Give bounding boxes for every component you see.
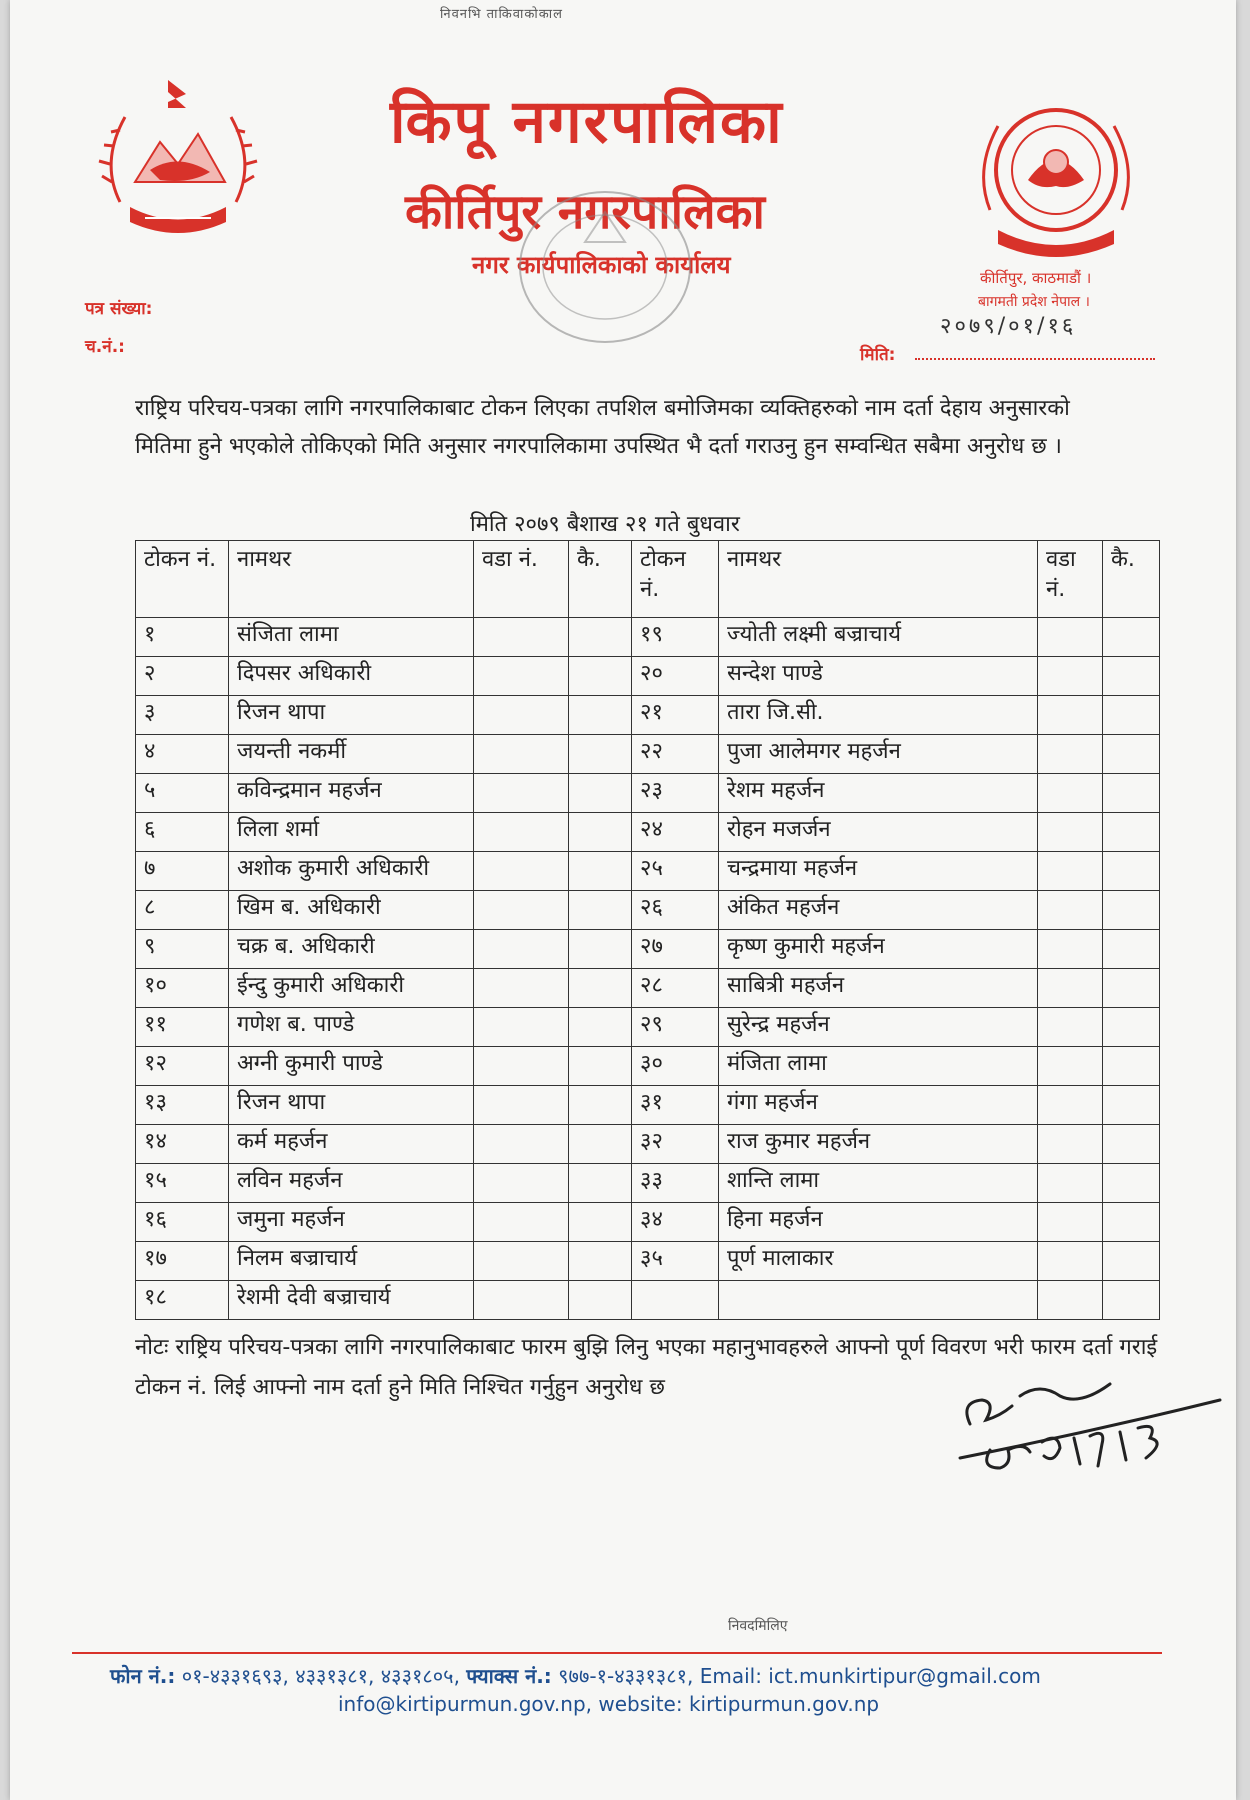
- col-remarks-right: कै.: [1103, 541, 1160, 618]
- phone-label: फोन नं.:: [110, 1664, 176, 1688]
- left-name-cell: जयन्ती नकर्मी: [229, 735, 474, 774]
- left-name-cell: कविन्द्रमान महर्जन: [229, 774, 474, 813]
- left-name-cell: अशोक कुमारी अधिकारी: [229, 852, 474, 891]
- right-name-cell: पूर्ण मालाकार: [719, 1242, 1038, 1281]
- dispatch-number-label: च.नं.:: [85, 337, 125, 357]
- col-ward: वडा नं.: [474, 541, 569, 618]
- left-token-cell: ९: [136, 930, 229, 969]
- right-name-cell: कृष्ण कुमारी महर्जन: [719, 930, 1038, 969]
- left-name-cell: निलम बज्राचार्य: [229, 1242, 474, 1281]
- left-name-cell: लिला शर्मा: [229, 813, 474, 852]
- right-remarks-cell: [1103, 735, 1160, 774]
- table-header-row: [136, 541, 1160, 618]
- left-ward-cell: [474, 1164, 569, 1203]
- left-remarks-cell: [569, 657, 632, 696]
- left-name-cell: रेशमी देवी बज्राचार्य: [229, 1281, 474, 1320]
- letter-sheet: [10, 0, 1236, 1800]
- table-row: [136, 657, 1160, 696]
- right-token-cell: २५: [632, 852, 719, 891]
- handwritten-date: २०७९/०१/१६: [940, 314, 1077, 339]
- left-ward-cell: [474, 1125, 569, 1164]
- table-row: [136, 735, 1160, 774]
- right-token-cell: २२: [632, 735, 719, 774]
- left-name-cell: दिपसर अधिकारी: [229, 657, 474, 696]
- left-remarks-cell: [569, 969, 632, 1008]
- left-ward-cell: [474, 696, 569, 735]
- table-row: [136, 1203, 1160, 1242]
- left-ward-cell: [474, 852, 569, 891]
- municipality-seal-logo: [968, 90, 1144, 266]
- intro-paragraph: राष्ट्रिय परिचय-पत्रका लागि नगरपालिकाबाट टोकन लिएका तपशिल बमोजिमका व्यक्तिहरुको नाम दर्ता देहाय अनुसारको मितिमा हुने भएकोले तोकिएको मिति अनुसार नगरपालिकामा उपस्थित भै दर्ता गराउनु हुन सम्वन्धित सबैमा अनुरोध छ ।: [135, 396, 1070, 459]
- left-token-cell: १८: [136, 1281, 229, 1320]
- left-name-cell: अग्नी कुमारी पाण्डे: [229, 1047, 474, 1086]
- left-token-cell: ३: [136, 696, 229, 735]
- left-ward-cell: [474, 1281, 569, 1320]
- right-ward-cell: [1038, 618, 1103, 657]
- left-token-cell: १४: [136, 1125, 229, 1164]
- left-name-cell: गणेश ब. पाण्डे: [229, 1008, 474, 1047]
- right-remarks-cell: [1103, 657, 1160, 696]
- right-ward-cell: [1038, 735, 1103, 774]
- left-token-cell: ५: [136, 774, 229, 813]
- right-token-cell: ३४: [632, 1203, 719, 1242]
- right-remarks-cell: [1103, 813, 1160, 852]
- right-token-cell: ३२: [632, 1125, 719, 1164]
- col-token: टोकन नं.: [136, 541, 229, 618]
- right-ward-cell: [1038, 852, 1103, 891]
- right-remarks-cell: [1103, 852, 1160, 891]
- right-remarks-cell: [1103, 618, 1160, 657]
- left-remarks-cell: [569, 852, 632, 891]
- right-token-cell: २४: [632, 813, 719, 852]
- left-token-cell: १०: [136, 969, 229, 1008]
- col-remarks: कै.: [569, 541, 632, 618]
- right-token-cell: ३५: [632, 1242, 719, 1281]
- left-ward-cell: [474, 1242, 569, 1281]
- left-remarks-cell: [569, 618, 632, 657]
- left-name-cell: जमुना महर्जन: [229, 1203, 474, 1242]
- right-name-cell: राज कुमार महर्जन: [719, 1125, 1038, 1164]
- handwritten-signature: [950, 1372, 1230, 1482]
- right-remarks-cell: [1103, 1203, 1160, 1242]
- left-token-cell: १: [136, 618, 229, 657]
- right-name-cell: अंकित महर्जन: [719, 891, 1038, 930]
- right-token-cell: ३०: [632, 1047, 719, 1086]
- fax-number: ९७७-१-४३३१३८१,: [558, 1664, 694, 1688]
- table-row: [136, 969, 1160, 1008]
- left-remarks-cell: [569, 1203, 632, 1242]
- left-name-cell: रिजन थापा: [229, 1086, 474, 1125]
- left-name-cell: कर्म महर्जन: [229, 1125, 474, 1164]
- left-token-cell: ११: [136, 1008, 229, 1047]
- left-token-cell: १३: [136, 1086, 229, 1125]
- right-name-cell: गंगा महर्जन: [719, 1086, 1038, 1125]
- right-ward-cell: [1038, 696, 1103, 735]
- right-ward-cell: [1038, 1203, 1103, 1242]
- office-subtitle: नगर कार्यपालिकाको कार्यालय: [472, 251, 731, 279]
- col-name-right: नामथर: [719, 541, 1038, 618]
- right-remarks-cell: [1103, 891, 1160, 930]
- right-ward-cell: [1038, 1281, 1103, 1320]
- email-text: Email: ict.munkirtipur@gmail.com: [699, 1664, 1041, 1688]
- right-token-cell: [632, 1281, 719, 1320]
- right-remarks-cell: [1103, 696, 1160, 735]
- table-row: [136, 1125, 1160, 1164]
- right-name-cell: पुजा आलेमगर महर्जन: [719, 735, 1038, 774]
- right-ward-cell: [1038, 1242, 1103, 1281]
- left-ward-cell: [474, 774, 569, 813]
- right-ward-cell: [1038, 1047, 1103, 1086]
- right-name-cell: चन्द्रमाया महर्जन: [719, 852, 1038, 891]
- right-remarks-cell: [1103, 1125, 1160, 1164]
- col-ward-right: वडा नं.: [1038, 541, 1103, 618]
- left-ward-cell: [474, 657, 569, 696]
- newar-title: किपू नगरपालिका: [390, 87, 784, 157]
- left-remarks-cell: [569, 930, 632, 969]
- table-row: [136, 1281, 1160, 1320]
- left-name-cell: खिम ब. अधिकारी: [229, 891, 474, 930]
- right-ward-cell: [1038, 969, 1103, 1008]
- right-name-cell: शान्ति लामा: [719, 1164, 1038, 1203]
- phone-numbers: ०१-४३३१६९३, ४३३१३८१, ४३३१८०५,: [181, 1664, 460, 1688]
- left-ward-cell: [474, 930, 569, 969]
- col-name: नामथर: [229, 541, 474, 618]
- table-row: [136, 930, 1160, 969]
- right-token-cell: २१: [632, 696, 719, 735]
- right-remarks-cell: [1103, 1242, 1160, 1281]
- table-row: [136, 696, 1160, 735]
- table-row: [136, 1047, 1160, 1086]
- municipality-title: कीर्तिपुर नगरपालिका: [405, 184, 765, 240]
- left-remarks-cell: [569, 774, 632, 813]
- left-token-cell: ७: [136, 852, 229, 891]
- right-ward-cell: [1038, 1164, 1103, 1203]
- table-row: [136, 891, 1160, 930]
- left-ward-cell: [474, 1008, 569, 1047]
- table-row: [136, 1086, 1160, 1125]
- right-name-cell: [719, 1281, 1038, 1320]
- left-token-cell: १२: [136, 1047, 229, 1086]
- table-row: [136, 1164, 1160, 1203]
- table-row: [136, 1008, 1160, 1047]
- right-remarks-cell: [1103, 1281, 1160, 1320]
- top-stamp-text: निवनभि ताकिवाकोकाल: [440, 7, 563, 22]
- table-row: [136, 618, 1160, 657]
- address-line-2: बागमती प्रदेश नेपाल ।: [978, 294, 1090, 310]
- footer-contact-line: [110, 1662, 1041, 1689]
- token-table: [135, 540, 1160, 1320]
- left-name-cell: लविन महर्जन: [229, 1164, 474, 1203]
- footer-divider: [72, 1652, 1162, 1654]
- left-name-cell: संजिता लामा: [229, 618, 474, 657]
- left-remarks-cell: [569, 1047, 632, 1086]
- right-token-cell: २३: [632, 774, 719, 813]
- left-remarks-cell: [569, 1242, 632, 1281]
- right-name-cell: सन्देश पाण्डे: [719, 657, 1038, 696]
- footer-web-line: info@kirtipurmun.gov.np, website: kirtipurmun.gov.np: [338, 1692, 880, 1716]
- right-remarks-cell: [1103, 1047, 1160, 1086]
- right-remarks-cell: [1103, 1008, 1160, 1047]
- left-ward-cell: [474, 735, 569, 774]
- left-remarks-cell: [569, 813, 632, 852]
- date-dotted-line: [915, 348, 1155, 360]
- right-token-cell: २७: [632, 930, 719, 969]
- left-name-cell: रिजन थापा: [229, 696, 474, 735]
- right-ward-cell: [1038, 774, 1103, 813]
- table-row: [136, 774, 1160, 813]
- left-remarks-cell: [569, 1125, 632, 1164]
- left-token-cell: ४: [136, 735, 229, 774]
- left-ward-cell: [474, 969, 569, 1008]
- right-remarks-cell: [1103, 1164, 1160, 1203]
- right-ward-cell: [1038, 657, 1103, 696]
- right-ward-cell: [1038, 1008, 1103, 1047]
- right-name-cell: साबित्री महर्जन: [719, 969, 1038, 1008]
- left-remarks-cell: [569, 1164, 632, 1203]
- left-remarks-cell: [569, 1086, 632, 1125]
- note-text: नोटः राष्ट्रिय परिचय-पत्रका लागि नगरपालिकाबाट फारम बुझि लिनु भएका महानुभावहरुले आफ्नो पूर्ण विवरण भरी फारम दर्ता गराई टोकन नं. लिई आफ्नो नाम दर्ता हुने मिति निश्चित गर्नुहुन अनुरोध छ: [135, 1335, 1158, 1400]
- right-ward-cell: [1038, 1086, 1103, 1125]
- right-name-cell: सुरेन्द्र महर्जन: [719, 1008, 1038, 1047]
- left-ward-cell: [474, 891, 569, 930]
- right-name-cell: हिना महर्जन: [719, 1203, 1038, 1242]
- right-ward-cell: [1038, 1125, 1103, 1164]
- right-name-cell: ज्योती लक्ष्मी बज्राचार्य: [719, 618, 1038, 657]
- left-ward-cell: [474, 1203, 569, 1242]
- left-token-cell: २: [136, 657, 229, 696]
- right-remarks-cell: [1103, 774, 1160, 813]
- left-token-cell: १७: [136, 1242, 229, 1281]
- left-remarks-cell: [569, 1008, 632, 1047]
- left-token-cell: १५: [136, 1164, 229, 1203]
- table-row: [136, 813, 1160, 852]
- right-token-cell: २६: [632, 891, 719, 930]
- right-token-cell: ३१: [632, 1086, 719, 1125]
- right-token-cell: २९: [632, 1008, 719, 1047]
- left-token-cell: ६: [136, 813, 229, 852]
- office-round-stamp: [480, 172, 730, 372]
- left-name-cell: चक्र ब. अधिकारी: [229, 930, 474, 969]
- right-name-cell: तारा जि.सी.: [719, 696, 1038, 735]
- right-ward-cell: [1038, 930, 1103, 969]
- footer-stamp-text: निवदमिलिए: [728, 1618, 788, 1634]
- left-remarks-cell: [569, 891, 632, 930]
- left-token-cell: ८: [136, 891, 229, 930]
- left-remarks-cell: [569, 735, 632, 774]
- col-token-right: टोकन नं.: [632, 541, 719, 618]
- token-table-body: [136, 618, 1160, 1320]
- left-remarks-cell: [569, 696, 632, 735]
- right-token-cell: ३३: [632, 1164, 719, 1203]
- right-remarks-cell: [1103, 969, 1160, 1008]
- left-ward-cell: [474, 813, 569, 852]
- left-remarks-cell: [569, 1281, 632, 1320]
- fax-label: फ्याक्स नं.:: [466, 1664, 552, 1688]
- left-token-cell: १६: [136, 1203, 229, 1242]
- date-label: मिति:: [860, 345, 896, 365]
- address-line-1: कीर्तिपुर, काठमाडौं ।: [980, 269, 1092, 287]
- right-remarks-cell: [1103, 930, 1160, 969]
- table-row: [136, 852, 1160, 891]
- right-remarks-cell: [1103, 1086, 1160, 1125]
- schedule-date-heading: मिति २०७९ बैशाख २१ गते बुधवार: [470, 512, 740, 537]
- table-row: [136, 1242, 1160, 1281]
- left-ward-cell: [474, 1086, 569, 1125]
- right-token-cell: १९: [632, 618, 719, 657]
- right-token-cell: २०: [632, 657, 719, 696]
- right-ward-cell: [1038, 813, 1103, 852]
- left-ward-cell: [474, 618, 569, 657]
- left-ward-cell: [474, 1047, 569, 1086]
- right-name-cell: मंजिता लामा: [719, 1047, 1038, 1086]
- right-ward-cell: [1038, 891, 1103, 930]
- right-token-cell: २८: [632, 969, 719, 1008]
- right-name-cell: रोहन मजर्जन: [719, 813, 1038, 852]
- letter-number-label: पत्र संख्या:: [85, 299, 153, 319]
- right-name-cell: रेशम महर्जन: [719, 774, 1038, 813]
- left-name-cell: ईन्दु कुमारी अधिकारी: [229, 969, 474, 1008]
- nepal-emblem-logo: [90, 72, 266, 248]
